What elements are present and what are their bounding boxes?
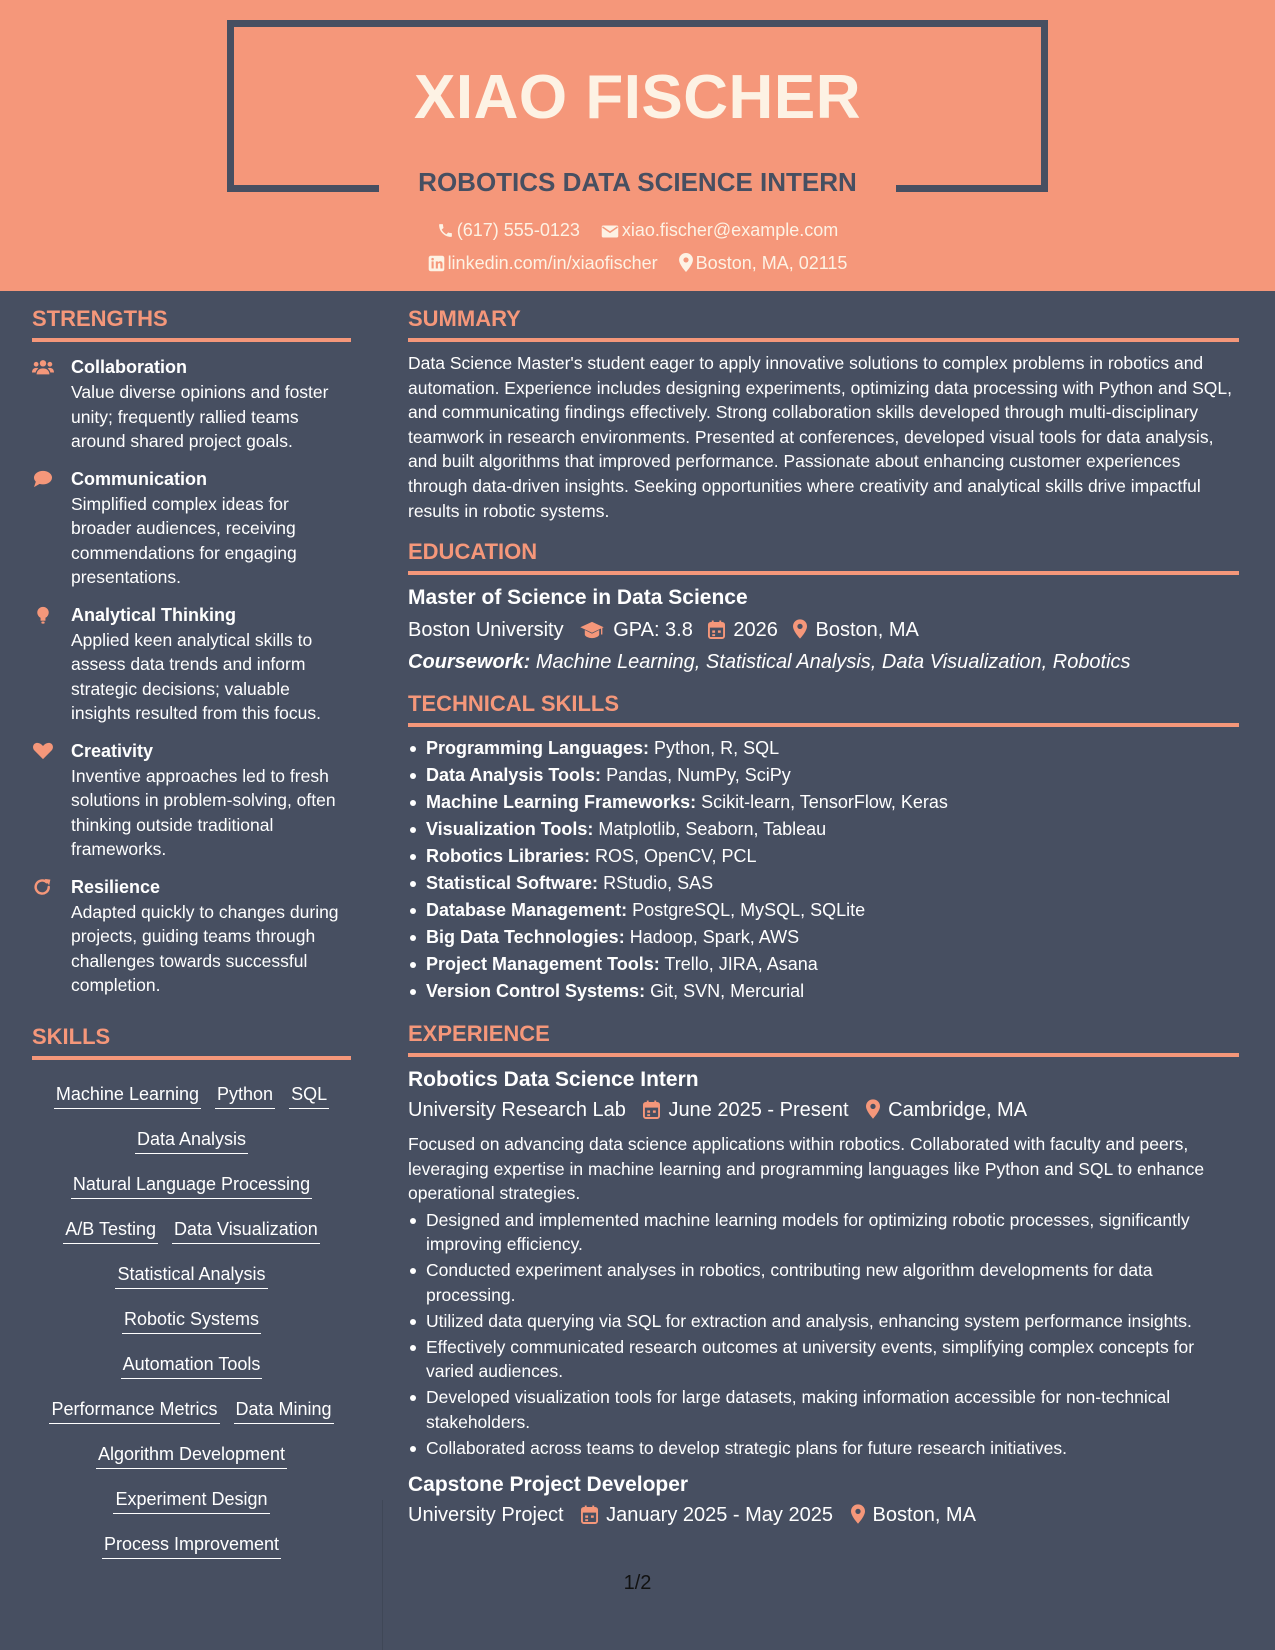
gpa-text: GPA: 3.8: [613, 619, 693, 642]
location-text: Boston, MA, 02115: [695, 253, 848, 273]
skill-tag: Machine Learning: [54, 1082, 201, 1109]
skill-row: [32, 1297, 351, 1342]
tech-value: ROS, OpenCV, PCL: [595, 846, 757, 867]
skills-cloud: [32, 1072, 351, 1567]
strength-description: Applied keen analytical skills to assess data trends and inform strategic decisions; valuable insights resulted from this focus.: [71, 629, 321, 723]
email-text: xiao.fischer@example.com: [621, 220, 839, 240]
candidate-name: XIAO FISCHER: [414, 63, 861, 132]
graduation-year: 2026: [733, 619, 778, 642]
summary-heading: SUMMARY: [408, 306, 521, 331]
experience-heading: EXPERIENCE: [408, 1021, 550, 1047]
candidate-title: ROBOTICS DATA SCIENCE INTERN: [418, 167, 857, 197]
tech-label: Robotics Libraries:: [426, 846, 591, 867]
skill-tag: Data Analysis: [135, 1127, 248, 1154]
skill-tag: Statistical Analysis: [115, 1262, 267, 1289]
skill-tag: Experiment Design: [113, 1487, 269, 1514]
map-pin-icon: [679, 253, 693, 272]
job-location: Cambridge, MA: [888, 1099, 1028, 1122]
technical-skills-heading: TECHNICAL SKILLS: [408, 691, 620, 717]
tech-value: Trello, JIRA, Asana: [664, 954, 818, 975]
tech-label: Database Management:: [426, 900, 628, 921]
phone-contact[interactable]: [437, 220, 580, 241]
list-item: [408, 897, 1239, 924]
technical-skills-rule: [408, 723, 1239, 727]
left-column: [32, 306, 351, 1567]
skill-tag: Data Visualization: [172, 1217, 320, 1244]
list-item: Developed visualization tools for large datasets, making information accessible for non-technical stakeholders.: [408, 1385, 1239, 1434]
list-item: [408, 789, 1239, 816]
header-band: [0, 0, 1275, 291]
skill-tag: Algorithm Development: [96, 1442, 287, 1469]
education-location: Boston, MA: [815, 619, 919, 642]
heart-icon: [32, 742, 54, 760]
skills-heading: SKILLS: [32, 1023, 111, 1049]
tech-label: Programming Languages:: [426, 738, 650, 759]
technical-skills-section: [408, 691, 1239, 1005]
list-item: [408, 816, 1239, 843]
job-organization: University Project: [408, 1504, 564, 1527]
skill-row: [32, 1342, 351, 1387]
tech-label: Machine Learning Frameworks:: [426, 792, 697, 813]
job-title: Robotics Data Science Intern: [408, 1068, 699, 1092]
education-section: [408, 539, 1239, 675]
strength-title: Creativity: [71, 740, 154, 761]
tech-value: Pandas, NumPy, SciPy: [606, 765, 791, 786]
strengths-list: [32, 356, 351, 998]
education-details: [408, 617, 1239, 643]
tech-label: Project Management Tools:: [426, 954, 660, 975]
strength-title: Communication: [71, 468, 208, 489]
tech-value: Git, SVN, Mercurial: [650, 981, 805, 1002]
linkedin-icon: [428, 255, 445, 272]
tech-label: Version Control Systems:: [426, 981, 646, 1002]
contact-row-1: [0, 220, 1275, 241]
education-rule: [408, 571, 1239, 575]
strength-description: Simplified complex ideas for broader audiences, receiving commendations for engaging presentations.: [71, 493, 297, 587]
strength-description: Inventive approaches led to fresh solutions in problem-solving, often thinking outside traditional frameworks.: [71, 765, 336, 859]
linkedin-contact[interactable]: [428, 253, 658, 274]
envelope-icon: [601, 224, 619, 239]
job-entry: [408, 1067, 1239, 1460]
skill-tag: A/B Testing: [63, 1217, 158, 1244]
skills-section: [32, 1024, 351, 1567]
right-column: [408, 306, 1239, 1528]
job-title: Capstone Project Developer: [408, 1473, 689, 1497]
skill-row: [32, 1117, 351, 1162]
job-dates: June 2025 - Present: [668, 1099, 849, 1122]
education-heading: EDUCATION: [408, 539, 538, 565]
job-location: Boston, MA: [872, 1504, 976, 1527]
strengths-heading: STRENGTHS: [32, 306, 168, 331]
lightbulb-icon: [32, 606, 54, 624]
map-pin-icon: [851, 1504, 865, 1524]
skill-tag: Process Improvement: [102, 1532, 281, 1559]
job-meta: [408, 1502, 1239, 1528]
users-icon: [32, 358, 54, 376]
skills-rule: [32, 1056, 351, 1060]
redo-icon: [32, 878, 54, 896]
list-item: [408, 762, 1239, 789]
speech-bubble-icon: [32, 470, 54, 488]
coursework-label: Coursework:: [408, 651, 531, 674]
phone-icon: [437, 222, 454, 239]
graduation-cap-icon: [579, 621, 605, 639]
phone-text: (617) 555-0123: [456, 220, 580, 240]
job-bullets: [408, 1208, 1239, 1461]
tech-value: Hadoop, Spark, AWS: [629, 927, 800, 948]
list-item: [408, 735, 1239, 762]
strength-title: Analytical Thinking: [71, 604, 237, 625]
skill-row: [32, 1387, 351, 1432]
skill-tag: Python: [215, 1082, 275, 1109]
job-meta: [408, 1097, 1239, 1123]
skill-row: [32, 1207, 351, 1252]
school-name: Boston University: [408, 619, 564, 642]
list-item: Effectively communicated research outcomes at university events, simplifying complex concepts for varied audiences.: [408, 1335, 1239, 1384]
tech-label: Data Analysis Tools:: [426, 765, 602, 786]
summary-section: [408, 306, 1239, 523]
skill-row: [32, 1432, 351, 1477]
strength-description: Value diverse opinions and foster unity; frequently rallied teams around shared project goals.: [71, 382, 329, 451]
summary-text: Data Science Master's student eager to apply innovative solutions to complex problems in robotics and automation. Experience includes designing experiments, optimizing data processing with Python and SQL, and communicating findings effectively. Strong collaboration skills developed through multi-disciplinary teamwork in research environments. Presented at conferences, developed visual tools for data analysis, and built algorithms that improved performance. Passionate about enhancing customer experiences through data-driven insights. Seeking opportunities where creativity and analytical skills drive impactful results in robotic systems.: [408, 353, 1232, 521]
email-contact[interactable]: [601, 220, 838, 241]
tech-label: Statistical Software:: [426, 873, 599, 894]
list-item: Conducted experiment analyses in robotics, contributing new algorithm developments for data processing.: [408, 1258, 1239, 1307]
skill-tag: Natural Language Processing: [71, 1172, 312, 1199]
tech-value: Matplotlib, Seaborn, Tableau: [598, 819, 827, 840]
skill-row: [32, 1477, 351, 1522]
degree-title: Master of Science in Data Science: [408, 586, 748, 610]
job-organization: University Research Lab: [408, 1099, 626, 1122]
list-item: [408, 924, 1239, 951]
job-dates: January 2025 - May 2025: [606, 1504, 833, 1527]
map-pin-icon: [866, 1099, 880, 1119]
skill-tag: Data Mining: [234, 1397, 334, 1424]
tech-value: RStudio, SAS: [603, 873, 714, 894]
skill-row: [32, 1072, 351, 1117]
location-contact: [679, 253, 848, 274]
strength-item: [32, 356, 351, 454]
list-item: [408, 870, 1239, 897]
skill-row: [32, 1522, 351, 1567]
technical-skills-list: [408, 735, 1239, 1005]
page-number: 1/2: [623, 1572, 652, 1594]
list-item: [408, 951, 1239, 978]
strength-item: [32, 740, 351, 862]
skill-tag: Automation Tools: [121, 1352, 263, 1379]
strength-item: [32, 604, 351, 726]
summary-rule: [408, 338, 1239, 342]
strength-item: [32, 876, 351, 998]
calendar-icon: [581, 1505, 598, 1524]
skill-row: [32, 1162, 351, 1207]
linkedin-text: linkedin.com/in/xiaofischer: [447, 253, 658, 273]
tech-value: Python, R, SQL: [654, 738, 780, 759]
job-entry: [408, 1472, 1239, 1528]
list-item: Designed and implemented machine learning models for optimizing robotic processes, significantly improving efficiency.: [408, 1208, 1239, 1257]
job-description: Focused on advancing data science applications within robotics. Collaborated with faculty and peers, leveraging expertise in machine learning and programming languages like Python and SQL to enhance operational strategies.: [408, 1134, 1205, 1204]
list-item: [408, 843, 1239, 870]
frame-top-border: [227, 20, 1048, 27]
calendar-icon: [643, 1100, 660, 1119]
skill-tag: Robotic Systems: [122, 1307, 261, 1334]
skill-tag: SQL: [289, 1082, 329, 1109]
strength-title: Collaboration: [71, 357, 187, 377]
list-item: Collaborated across teams to develop strategic plans for future research initiatives.: [408, 1436, 1239, 1461]
map-pin-icon: [793, 619, 807, 639]
list-item: Utilized data querying via SQL for extraction and analysis, enhancing system performance insights.: [408, 1309, 1239, 1334]
tech-value: PostgreSQL, MySQL, SQLite: [632, 900, 866, 921]
experience-rule: [408, 1053, 1239, 1057]
skill-tag: Performance Metrics: [49, 1397, 219, 1424]
experience-section: [408, 1021, 1239, 1528]
coursework-line: [408, 649, 1239, 675]
list-item: [408, 978, 1239, 1005]
tech-label: Big Data Technologies:: [426, 927, 625, 948]
coursework-list: Machine Learning, Statistical Analysis, Data Visualization, Robotics: [535, 651, 1131, 674]
tech-value: Scikit-learn, TensorFlow, Keras: [701, 792, 948, 813]
strength-description: Adapted quickly to changes during projects, guiding teams through challenges towards successful completion.: [71, 901, 339, 995]
contact-row-2: [0, 253, 1275, 274]
strength-item: [32, 468, 351, 590]
tech-label: Visualization Tools:: [426, 819, 594, 840]
strengths-rule: [32, 338, 351, 342]
strength-title: Resilience: [71, 876, 161, 897]
skill-row: [32, 1252, 351, 1297]
calendar-icon: [708, 620, 725, 639]
